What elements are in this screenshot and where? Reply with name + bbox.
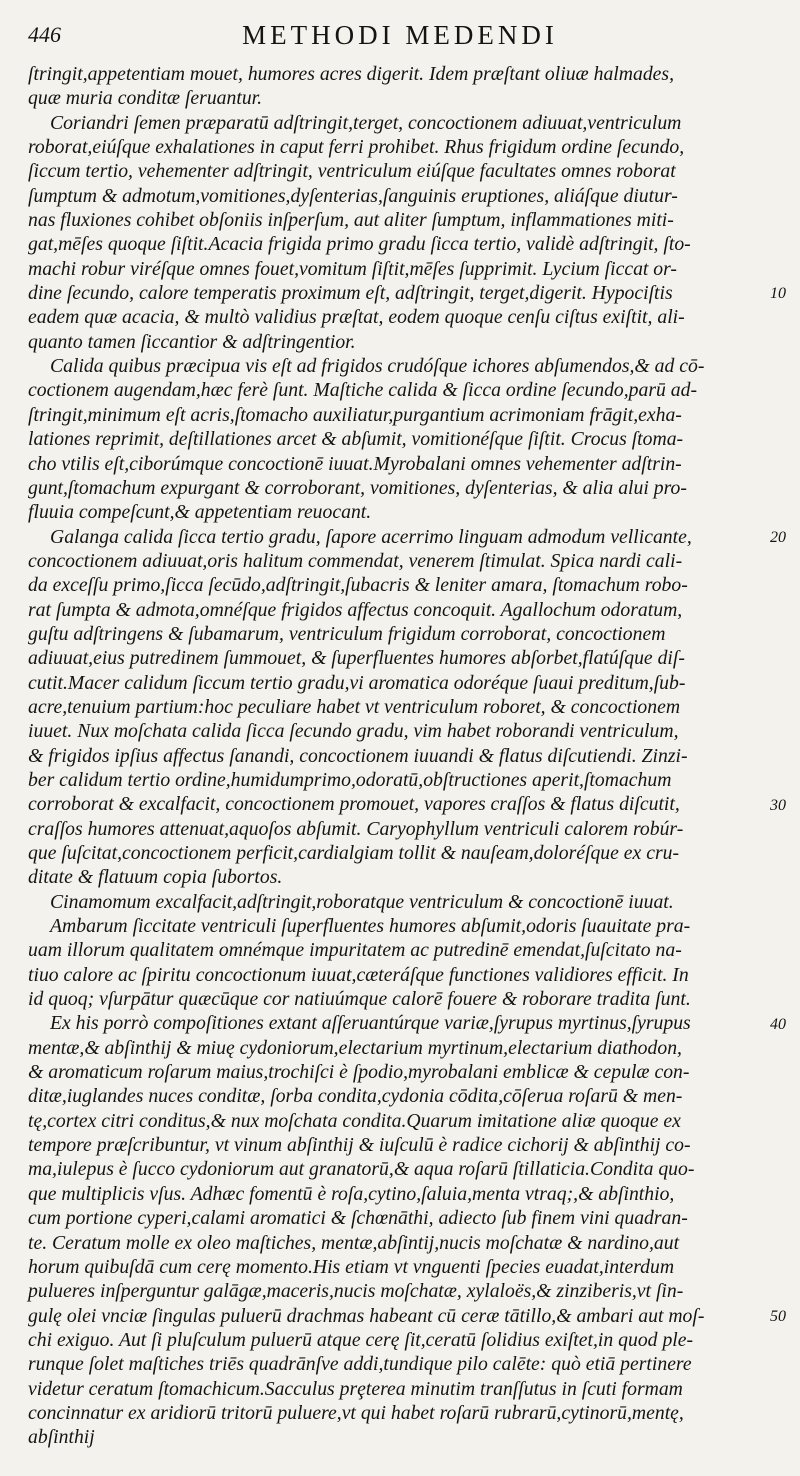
text-line: tę,cortex citri conditus,& nux moſchata condita.Quarum imitatione aliæ quoque ex (28, 1109, 681, 1132)
text-line: id quoq; vſurpātur quæcūque cor natiuúmque calorē fouere & roborare tradita ſunt. (28, 988, 691, 1011)
text-line: Ambarum ſiccitate ventriculi ſuperfluentes humores abſumit,odoris ſuauitate pra- (50, 915, 691, 938)
text-line: ditæ,iuglandes nuces conditæ, ſorba condita,cydonia cōdita,cōſerua roſarū & men- (28, 1085, 683, 1108)
text-line: concinnatur ex aridiorū tritorū puluere,vt qui habet roſarū rubrarū,cytinorū,mentę, (28, 1401, 684, 1424)
text-line: guſtu adſtringens & ſubamarum, ventriculum frigidum corroborat, concoctionem (28, 622, 666, 645)
text-line: quanto tamen ſiccantior & adſtringentior. (28, 330, 356, 353)
text-line: abſinthij (28, 1426, 95, 1449)
text-line: chi exiguo. Aut ſi pluſculum puluerū atque cerę ſit,ceratū ſolidius exiſtet,in quod ple- (28, 1328, 694, 1351)
text-line: mentæ,& abſinthij & miuę cydoniorum,electarium myrtinum,electarium diathodon, (28, 1036, 682, 1059)
text-line: cum portione cyperi,calami aromatici & ſchœnāthi, adiecto ſub finem vini quadran- (28, 1207, 688, 1230)
body-text (28, 62, 764, 1450)
text-line: cho vtilis eſt,ciborúmque concoctionē iuuat.Myrobalani omnes vehementer adſtrin- (28, 452, 682, 475)
text-line: que multiplicis vſus. Adhæc fomentū è roſa,cytino,ſaluia,menta vtraq;,& abſinthio, (28, 1182, 675, 1205)
page-number: 446 (28, 22, 61, 47)
text-line: nas fluxiones cohibet obſoniis inſperſum, aut aliter ſumptum, inflammationes miti- (28, 209, 674, 232)
text-line: que ſuſcitat,concoctionem perficit,cardialgiam tollit & nauſeam,doloréſque ex cru- (28, 842, 680, 864)
text-line: fluuia compeſcunt,& appetentiam reuocant. (28, 501, 372, 524)
margin-line-number: 30 (770, 796, 786, 814)
text-line: pulueres inſperguntur galāgæ,maceris,nucis moſchatæ, xylaloës,& zinziberis,vt ſin- (28, 1280, 684, 1303)
margin-line-number: 20 (770, 528, 786, 546)
text-line: ſtringit,appetentiam mouet, humores acres digerit. Idem præſtant oliuæ halmades, (28, 63, 674, 85)
text-line: corroborat & excalfacit, concoctionem promouet, vapores craſſos & flatus diſcutit, (28, 793, 680, 816)
text-line: gat,mēſes quoque ſiſtit.Acacia frigida primo gradu ſicca tertio, validè adſtringit, ſto- (28, 233, 691, 256)
text-line: ditate & flatuum copia ſubortos. (28, 866, 283, 889)
text-line: lationes reprimit, deſtillationes arcet & abſumit, vomitionéſque ſiſtit. Crocus ſtoma- (28, 428, 684, 451)
text-line: ber calidum tertio ordine,humidumprimo,odoratū,obſtructiones aperit,ſtomachum (28, 768, 672, 791)
text-line: videtur ceratum ſtomachicum.Sacculus prȩterea minutim tranſſutus in ſcuti formam (28, 1377, 683, 1400)
text-line: gulę olei vnciæ ſingulas puluerū drachmas habeant cū ceræ tātillo,& ambari aut moſ- (28, 1304, 705, 1327)
text-line: Cinamomum excalfacit,adſtringit,roboratque ventriculum & concoctionē iuuat. (50, 890, 674, 913)
text-line: adiuuat,eius putredinem ſummouet, & ſuperfluentes humores abſorbet,flatúſque diſ- (28, 647, 685, 670)
text-line: horum quibuſdā cum cerę momento.His etiam vt vnguenti ſpecies euadat,interdum (28, 1255, 675, 1278)
text-line: ſumptum & admotum,vomitiones,dyſenterias,ſanguinis eruptiones, aliáſque diutur- (28, 184, 678, 207)
text-line: gunt,ſtomachum expurgant & corroborant, vomitiones, dyſenterias, & alia alui pro- (28, 476, 687, 499)
text-line: ma,iulepus è ſucco cydoniorum aut granatorū,& aqua roſarū ſtillaticia.Condita quo- (28, 1158, 695, 1181)
text-line: concoctionem adiuuat,oris halitum commendat, venerem ſtimulat. Spica nardi cali- (28, 549, 683, 572)
text-line: & frigidos ipſius affectus ſanandi, concoctionem iuuandi & flatus diſcutiendi. Zinzi- (28, 744, 688, 767)
text-line: dine ſecundo, calore temperatis proximum eſt, adſtringit, terget,digerit. Hypociſtis (28, 282, 673, 305)
text-line: craſſos humores attenuat,aquoſos abſumit. Caryophyllum ventriculi calorem robúr- (28, 817, 684, 840)
margin-line-number: 40 (770, 1015, 786, 1033)
margin-line-number: 50 (770, 1307, 786, 1325)
text-line: eadem quæ acacia, & multò validius præſtat, eodem quoque cenſu ciſtus exiſtit, ali- (28, 306, 685, 329)
margin-line-number: 10 (770, 285, 786, 303)
text-line: da exceſſu primo,ſicca ſecūdo,adſtringit,ſubacris & leniter amara, ſtomachum robo- (28, 574, 688, 597)
text-line: & aromaticum roſarum maius,trochiſci è ſpodio,myrobalani emblicæ & cepulæ con- (28, 1061, 690, 1084)
text-line: Galanga calida ſicca tertio gradu, ſapore acerrimo linguam admodum vellicante, (50, 525, 692, 548)
text-line: Coriandri ſemen præparatū adſtringit,terget, concoctionem adiuuat,ventriculum (50, 111, 682, 134)
text-line: roborat,eiúſque exhalationes in caput ferri prohibet. Rhus frigidum ordine ſecundo, (28, 136, 685, 159)
text-line: ſtringit,minimum eſt acris,ſtomacho auxiliatur,purgantium acrimoniam frāgit,exha- (28, 403, 682, 426)
text-line: coctionem augendam,hæc ferè ſunt. Maſtiche calida & ſicca ordine ſecundo,parū ad- (28, 379, 698, 402)
text-line: te. Ceratum molle ex oleo maſtiches, mentæ,abſintij,nucis moſchatæ & nardino,aut (28, 1231, 680, 1254)
text-line: cutit.Macer calidum ſiccum tertio gradu,vi aromatica odoréque ſuaui preditum,ſub- (28, 671, 686, 694)
text-line: tiuo calore ac ſpiritu concoctionum iuuat,cæteráſque functiones validiores efficit. In (28, 963, 689, 986)
text-line: uam illorum qualitatem omnémque impuritatem ac putredinē emendat,ſuſcitato na- (28, 939, 682, 962)
text-line: iuuet. Nux moſchata calida ſicca ſecundo gradu, vim habet roborandi ventriculum, (28, 720, 679, 743)
text-line: Ex his porrò compoſitiones extant aſſeruantúrque variæ,ſyrupus myrtinus,ſyrupus (50, 1012, 691, 1035)
text-line: acre,tenuium partium:hoc peculiare habet vt ventriculum roboret, & concoctionem (28, 695, 681, 718)
text-line: machi robur viréſque omnes fouet,vomitum ſiſtit,mēſes ſupprimit. Lycium ſiccat or- (28, 257, 677, 280)
text-line: tempore præſcribuntur, vt vinum abſinthij & iuſculū è radice cichorij & abſinthij co- (28, 1134, 691, 1157)
text-line: rat ſumpta & admota,omnéſque frigidos affectus concoquit. Agallochum odoratum, (28, 598, 683, 621)
text-line: Calida quibus præcipua vis eſt ad frigidos crudóſque ichores abſumendos,& ad cō- (50, 355, 705, 378)
running-head: METHODI MEDENDI (242, 20, 558, 50)
text-line: runque ſolet maſtiches triēs quadrānſve addi,tundique pilo calēte: quò etiā pertinere (28, 1353, 692, 1376)
text-line: quæ muria conditæ ſeruantur. (28, 87, 263, 110)
text-line: ſiccum tertio, vehementer adſtringit, ventriculum eiúſque facultates omnes roborat (28, 160, 676, 183)
